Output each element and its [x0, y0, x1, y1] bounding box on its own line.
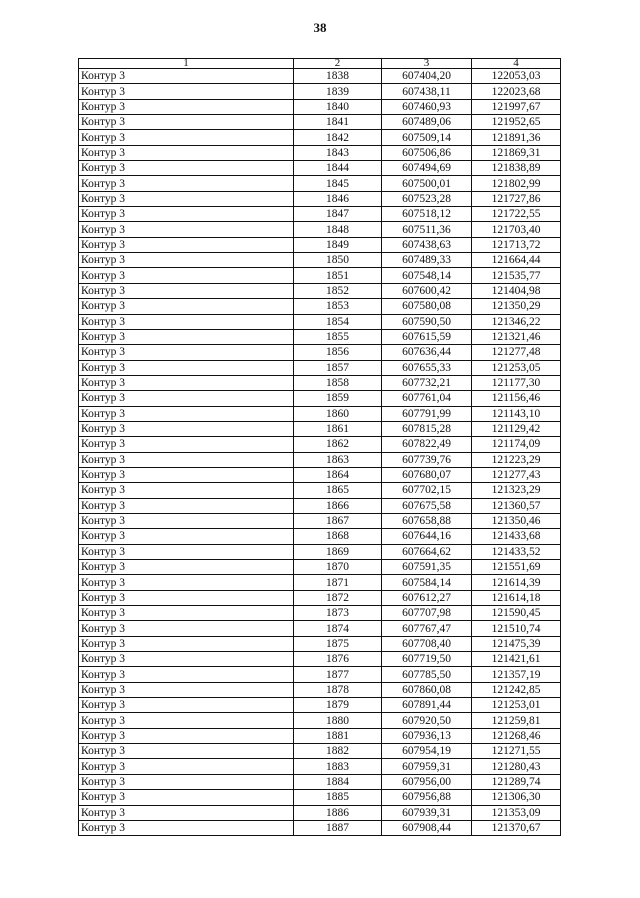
table-row — [79, 529, 561, 544]
table-row — [79, 560, 561, 575]
x-coordinate-cell: 607954,19 — [382, 744, 472, 759]
table-row — [79, 774, 561, 789]
y-coordinate-cell: 121306,30 — [472, 790, 561, 805]
point-number-cell: 1854 — [294, 314, 382, 329]
x-coordinate-cell: 607936,13 — [382, 728, 472, 743]
x-coordinate-cell: 607739,76 — [382, 452, 472, 467]
x-coordinate-cell: 607959,31 — [382, 759, 472, 774]
x-coordinate-cell: 607438,11 — [382, 84, 472, 99]
y-coordinate-cell: 121289,74 — [472, 774, 561, 789]
contour-name-cell: Контур 3 — [79, 698, 294, 713]
x-coordinate-cell: 607548,14 — [382, 268, 472, 283]
table-row — [79, 590, 561, 605]
table-row — [79, 145, 561, 160]
table-row — [79, 805, 561, 820]
x-coordinate-cell: 607612,27 — [382, 590, 472, 605]
contour-name-cell: Контур 3 — [79, 560, 294, 575]
point-number-cell: 1857 — [294, 360, 382, 375]
y-coordinate-cell: 121802,99 — [472, 176, 561, 191]
table-row — [79, 513, 561, 528]
contour-name-cell: Контур 3 — [79, 483, 294, 498]
column-header: 3 — [382, 59, 472, 69]
x-coordinate-cell: 607489,06 — [382, 115, 472, 130]
x-coordinate-cell: 607658,88 — [382, 513, 472, 528]
contour-name-cell: Контур 3 — [79, 606, 294, 621]
contour-name-cell: Контур 3 — [79, 774, 294, 789]
contour-name-cell: Контур 3 — [79, 529, 294, 544]
column-header: 1 — [79, 59, 294, 69]
coordinates-table — [78, 58, 561, 836]
point-number-cell: 1846 — [294, 191, 382, 206]
x-coordinate-cell: 607956,00 — [382, 774, 472, 789]
point-number-cell: 1885 — [294, 790, 382, 805]
contour-name-cell: Контур 3 — [79, 421, 294, 436]
point-number-cell: 1876 — [294, 652, 382, 667]
x-coordinate-cell: 607615,59 — [382, 329, 472, 344]
contour-name-cell: Контур 3 — [79, 652, 294, 667]
y-coordinate-cell: 121350,46 — [472, 513, 561, 528]
y-coordinate-cell: 121350,29 — [472, 299, 561, 314]
point-number-cell: 1847 — [294, 207, 382, 222]
y-coordinate-cell: 121433,52 — [472, 544, 561, 559]
contour-name-cell: Контур 3 — [79, 299, 294, 314]
y-coordinate-cell: 121259,81 — [472, 713, 561, 728]
table-row — [79, 652, 561, 667]
x-coordinate-cell: 607675,58 — [382, 498, 472, 513]
point-number-cell: 1864 — [294, 467, 382, 482]
point-number-cell: 1840 — [294, 99, 382, 114]
point-number-cell: 1859 — [294, 391, 382, 406]
y-coordinate-cell: 121614,39 — [472, 575, 561, 590]
x-coordinate-cell: 607707,98 — [382, 606, 472, 621]
contour-name-cell: Контур 3 — [79, 805, 294, 820]
y-coordinate-cell: 121271,55 — [472, 744, 561, 759]
contour-name-cell: Контур 3 — [79, 575, 294, 590]
table-row — [79, 329, 561, 344]
x-coordinate-cell: 607815,28 — [382, 421, 472, 436]
contour-name-cell: Контур 3 — [79, 115, 294, 130]
contour-name-cell: Контур 3 — [79, 728, 294, 743]
x-coordinate-cell: 607523,28 — [382, 191, 472, 206]
contour-name-cell: Контур 3 — [79, 329, 294, 344]
y-coordinate-cell: 121727,86 — [472, 191, 561, 206]
column-header: 4 — [472, 59, 561, 69]
table-row — [79, 222, 561, 237]
point-number-cell: 1881 — [294, 728, 382, 743]
x-coordinate-cell: 607708,40 — [382, 636, 472, 651]
table-row — [79, 99, 561, 114]
x-coordinate-cell: 607404,20 — [382, 69, 472, 84]
y-coordinate-cell: 121346,22 — [472, 314, 561, 329]
contour-name-cell: Контур 3 — [79, 176, 294, 191]
point-number-cell: 1843 — [294, 145, 382, 160]
x-coordinate-cell: 607891,44 — [382, 698, 472, 713]
point-number-cell: 1878 — [294, 682, 382, 697]
table-header-row — [79, 59, 561, 69]
y-coordinate-cell: 121475,39 — [472, 636, 561, 651]
table-row — [79, 253, 561, 268]
point-number-cell: 1877 — [294, 667, 382, 682]
point-number-cell: 1862 — [294, 437, 382, 452]
x-coordinate-cell: 607584,14 — [382, 575, 472, 590]
x-coordinate-cell: 607636,44 — [382, 345, 472, 360]
point-number-cell: 1861 — [294, 421, 382, 436]
table-row — [79, 84, 561, 99]
x-coordinate-cell: 607460,93 — [382, 99, 472, 114]
contour-name-cell: Контур 3 — [79, 744, 294, 759]
x-coordinate-cell: 607719,50 — [382, 652, 472, 667]
x-coordinate-cell: 607580,08 — [382, 299, 472, 314]
contour-name-cell: Контур 3 — [79, 145, 294, 160]
y-coordinate-cell: 121510,74 — [472, 621, 561, 636]
table-row — [79, 744, 561, 759]
point-number-cell: 1841 — [294, 115, 382, 130]
point-number-cell: 1871 — [294, 575, 382, 590]
point-number-cell: 1875 — [294, 636, 382, 651]
x-coordinate-cell: 607518,12 — [382, 207, 472, 222]
contour-name-cell: Контур 3 — [79, 99, 294, 114]
table-row — [79, 790, 561, 805]
point-number-cell: 1855 — [294, 329, 382, 344]
point-number-cell: 1865 — [294, 483, 382, 498]
contour-name-cell: Контур 3 — [79, 636, 294, 651]
contour-name-cell: Контур 3 — [79, 222, 294, 237]
contour-name-cell: Контур 3 — [79, 207, 294, 222]
y-coordinate-cell: 121551,69 — [472, 560, 561, 575]
contour-name-cell: Контур 3 — [79, 437, 294, 452]
contour-name-cell: Контур 3 — [79, 314, 294, 329]
table-row — [79, 391, 561, 406]
table-row — [79, 728, 561, 743]
table-row — [79, 191, 561, 206]
table-row — [79, 467, 561, 482]
table-row — [79, 115, 561, 130]
x-coordinate-cell: 607600,42 — [382, 283, 472, 298]
x-coordinate-cell: 607489,33 — [382, 253, 472, 268]
table-row — [79, 268, 561, 283]
point-number-cell: 1874 — [294, 621, 382, 636]
table-row — [79, 437, 561, 452]
point-number-cell: 1886 — [294, 805, 382, 820]
point-number-cell: 1856 — [294, 345, 382, 360]
table-row — [79, 483, 561, 498]
x-coordinate-cell: 607590,50 — [382, 314, 472, 329]
table-row — [79, 544, 561, 559]
table-row — [79, 69, 561, 84]
y-coordinate-cell: 121323,29 — [472, 483, 561, 498]
contour-name-cell: Контур 3 — [79, 69, 294, 84]
x-coordinate-cell: 607791,99 — [382, 406, 472, 421]
y-coordinate-cell: 121253,05 — [472, 360, 561, 375]
y-coordinate-cell: 121280,43 — [472, 759, 561, 774]
contour-name-cell: Контур 3 — [79, 621, 294, 636]
y-coordinate-cell: 121370,67 — [472, 820, 561, 835]
table-row — [79, 207, 561, 222]
point-number-cell: 1873 — [294, 606, 382, 621]
x-coordinate-cell: 607509,14 — [382, 130, 472, 145]
table-body — [79, 69, 561, 836]
point-number-cell: 1866 — [294, 498, 382, 513]
contour-name-cell: Контур 3 — [79, 759, 294, 774]
point-number-cell: 1839 — [294, 84, 382, 99]
table-row — [79, 130, 561, 145]
contour-name-cell: Контур 3 — [79, 268, 294, 283]
point-number-cell: 1852 — [294, 283, 382, 298]
y-coordinate-cell: 121357,19 — [472, 667, 561, 682]
x-coordinate-cell: 607511,36 — [382, 222, 472, 237]
x-coordinate-cell: 607956,88 — [382, 790, 472, 805]
y-coordinate-cell: 121177,30 — [472, 375, 561, 390]
table-row — [79, 621, 561, 636]
y-coordinate-cell: 121223,29 — [472, 452, 561, 467]
x-coordinate-cell: 607761,04 — [382, 391, 472, 406]
x-coordinate-cell: 607591,35 — [382, 560, 472, 575]
contour-name-cell: Контур 3 — [79, 345, 294, 360]
contour-name-cell: Контур 3 — [79, 790, 294, 805]
point-number-cell: 1870 — [294, 560, 382, 575]
contour-name-cell: Контур 3 — [79, 406, 294, 421]
y-coordinate-cell: 121713,72 — [472, 237, 561, 252]
point-number-cell: 1872 — [294, 590, 382, 605]
table-row — [79, 682, 561, 697]
x-coordinate-cell: 607785,50 — [382, 667, 472, 682]
table-row — [79, 606, 561, 621]
x-coordinate-cell: 607920,50 — [382, 713, 472, 728]
table-row — [79, 237, 561, 252]
y-coordinate-cell: 121722,55 — [472, 207, 561, 222]
x-coordinate-cell: 607822,49 — [382, 437, 472, 452]
table-row — [79, 176, 561, 191]
x-coordinate-cell: 607732,21 — [382, 375, 472, 390]
y-coordinate-cell: 121997,67 — [472, 99, 561, 114]
table-row — [79, 636, 561, 651]
y-coordinate-cell: 121433,68 — [472, 529, 561, 544]
point-number-cell: 1838 — [294, 69, 382, 84]
table-row — [79, 452, 561, 467]
table-row — [79, 161, 561, 176]
y-coordinate-cell: 121321,46 — [472, 329, 561, 344]
x-coordinate-cell: 607664,62 — [382, 544, 472, 559]
x-coordinate-cell: 607500,01 — [382, 176, 472, 191]
y-coordinate-cell: 121614,18 — [472, 590, 561, 605]
y-coordinate-cell: 121268,46 — [472, 728, 561, 743]
y-coordinate-cell: 121129,42 — [472, 421, 561, 436]
y-coordinate-cell: 121277,48 — [472, 345, 561, 360]
contour-name-cell: Контур 3 — [79, 498, 294, 513]
y-coordinate-cell: 121421,61 — [472, 652, 561, 667]
y-coordinate-cell: 121143,10 — [472, 406, 561, 421]
contour-name-cell: Контур 3 — [79, 452, 294, 467]
point-number-cell: 1879 — [294, 698, 382, 713]
y-coordinate-cell: 121590,45 — [472, 606, 561, 621]
y-coordinate-cell: 121869,31 — [472, 145, 561, 160]
point-number-cell: 1884 — [294, 774, 382, 789]
point-number-cell: 1887 — [294, 820, 382, 835]
x-coordinate-cell: 607702,15 — [382, 483, 472, 498]
table-row — [79, 820, 561, 835]
y-coordinate-cell: 121156,46 — [472, 391, 561, 406]
contour-name-cell: Контур 3 — [79, 130, 294, 145]
table-row — [79, 345, 561, 360]
point-number-cell: 1849 — [294, 237, 382, 252]
contour-name-cell: Контур 3 — [79, 513, 294, 528]
x-coordinate-cell: 607506,86 — [382, 145, 472, 160]
y-coordinate-cell: 121952,65 — [472, 115, 561, 130]
table-row — [79, 360, 561, 375]
table-row — [79, 698, 561, 713]
point-number-cell: 1863 — [294, 452, 382, 467]
contour-name-cell: Контур 3 — [79, 283, 294, 298]
contour-name-cell: Контур 3 — [79, 682, 294, 697]
point-number-cell: 1880 — [294, 713, 382, 728]
contour-name-cell: Контур 3 — [79, 161, 294, 176]
x-coordinate-cell: 607908,44 — [382, 820, 472, 835]
y-coordinate-cell: 121664,44 — [472, 253, 561, 268]
point-number-cell: 1868 — [294, 529, 382, 544]
column-header: 2 — [294, 59, 382, 69]
y-coordinate-cell: 121703,40 — [472, 222, 561, 237]
table-row — [79, 575, 561, 590]
y-coordinate-cell: 121891,36 — [472, 130, 561, 145]
point-number-cell: 1845 — [294, 176, 382, 191]
point-number-cell: 1858 — [294, 375, 382, 390]
table-row — [79, 421, 561, 436]
y-coordinate-cell: 121353,09 — [472, 805, 561, 820]
contour-name-cell: Контур 3 — [79, 590, 294, 605]
point-number-cell: 1842 — [294, 130, 382, 145]
contour-name-cell: Контур 3 — [79, 375, 294, 390]
table-row — [79, 713, 561, 728]
table-row — [79, 283, 561, 298]
table-row — [79, 498, 561, 513]
x-coordinate-cell: 607680,07 — [382, 467, 472, 482]
y-coordinate-cell: 122053,03 — [472, 69, 561, 84]
y-coordinate-cell: 121277,43 — [472, 467, 561, 482]
contour-name-cell: Контур 3 — [79, 237, 294, 252]
y-coordinate-cell: 121174,09 — [472, 437, 561, 452]
y-coordinate-cell: 121360,57 — [472, 498, 561, 513]
contour-name-cell: Контур 3 — [79, 191, 294, 206]
y-coordinate-cell: 121253,01 — [472, 698, 561, 713]
contour-name-cell: Контур 3 — [79, 360, 294, 375]
contour-name-cell: Контур 3 — [79, 713, 294, 728]
contour-name-cell: Контур 3 — [79, 667, 294, 682]
y-coordinate-cell: 121242,85 — [472, 682, 561, 697]
table-row — [79, 759, 561, 774]
table-row — [79, 314, 561, 329]
x-coordinate-cell: 607939,31 — [382, 805, 472, 820]
table-row — [79, 299, 561, 314]
point-number-cell: 1853 — [294, 299, 382, 314]
contour-name-cell: Контур 3 — [79, 544, 294, 559]
point-number-cell: 1860 — [294, 406, 382, 421]
point-number-cell: 1844 — [294, 161, 382, 176]
point-number-cell: 1882 — [294, 744, 382, 759]
x-coordinate-cell: 607767,47 — [382, 621, 472, 636]
y-coordinate-cell: 121404,98 — [472, 283, 561, 298]
point-number-cell: 1851 — [294, 268, 382, 283]
page-number: 38 — [313, 20, 327, 35]
contour-name-cell: Контур 3 — [79, 84, 294, 99]
point-number-cell: 1883 — [294, 759, 382, 774]
contour-name-cell: Контур 3 — [79, 467, 294, 482]
contour-name-cell: Контур 3 — [79, 391, 294, 406]
point-number-cell: 1869 — [294, 544, 382, 559]
y-coordinate-cell: 121535,77 — [472, 268, 561, 283]
y-coordinate-cell: 122023,68 — [472, 84, 561, 99]
table-row — [79, 667, 561, 682]
x-coordinate-cell: 607655,33 — [382, 360, 472, 375]
contour-name-cell: Контур 3 — [79, 253, 294, 268]
table-row — [79, 406, 561, 421]
table-row — [79, 375, 561, 390]
y-coordinate-cell: 121838,89 — [472, 161, 561, 176]
x-coordinate-cell: 607438,63 — [382, 237, 472, 252]
x-coordinate-cell: 607644,16 — [382, 529, 472, 544]
x-coordinate-cell: 607860,08 — [382, 682, 472, 697]
point-number-cell: 1867 — [294, 513, 382, 528]
x-coordinate-cell: 607494,69 — [382, 161, 472, 176]
contour-name-cell: Контур 3 — [79, 820, 294, 835]
point-number-cell: 1848 — [294, 222, 382, 237]
point-number-cell: 1850 — [294, 253, 382, 268]
